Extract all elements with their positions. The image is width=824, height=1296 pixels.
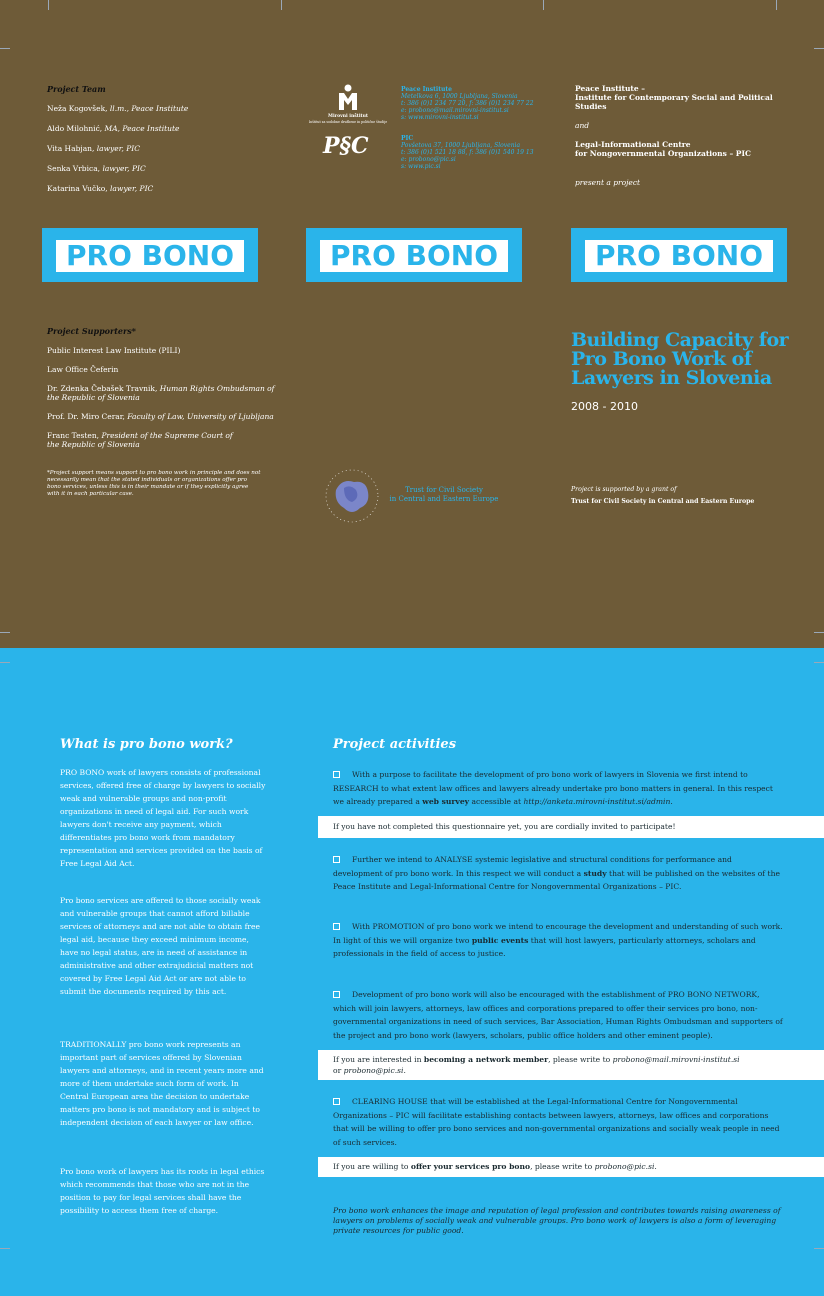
checkbox-icon xyxy=(333,991,340,998)
offer-services-bar: If you are willing to offer your services pro bono, please write to probono@pic.si. xyxy=(318,1157,824,1177)
trust-line: Trust for Civil Society xyxy=(405,486,483,494)
pro-bono-label: PRO BONO xyxy=(320,240,508,272)
supporter-item: Public Interest Law Institute (PILI) xyxy=(47,346,181,355)
presenter-org1: Peace Institute – xyxy=(575,84,646,93)
pic-logo: P§C xyxy=(323,133,369,159)
what-paragraph: TRADITIONALLY pro bono work represents an important part of services offered by Slovenian lawyers and attorneys, and in recent years more and more of them undertake such form of work. In Central European area the decision to undertake matters pro bono is not mandatory and is subject to independent decision of each lawyer or law office. xyxy=(60,1040,264,1127)
presenter-org2-full: for Nongovernmental Organizations – PIC xyxy=(575,149,751,158)
checkbox-icon xyxy=(333,771,340,778)
presenters xyxy=(575,84,790,187)
mirovni-subtitle: Inštitut za sodobne družbene in politične študije xyxy=(308,120,388,124)
pro-bono-label: PRO BONO xyxy=(56,240,244,272)
pro-bono-banner xyxy=(42,228,258,282)
supporter-item: Franc Testen, President of the Supreme Court of the Republic of Slovenia xyxy=(47,431,233,449)
supporter-item: Dr. Zdenka Čebašek Travnik, Human Rights Ombudsman of the Republic of Slovenia xyxy=(47,384,275,402)
project-supporters xyxy=(47,326,287,459)
crop-mark xyxy=(0,1248,10,1249)
activities-heading: Project activities xyxy=(333,737,457,752)
supporter-item: Prof. Dr. Miro Cerar, Faculty of Law, University of Ljubljana xyxy=(47,412,274,421)
crop-mark xyxy=(0,632,10,633)
supporter-item: Law Office Čeferin xyxy=(47,365,119,374)
mirovni-name: Mirovni inštitut xyxy=(328,114,368,119)
crop-mark xyxy=(48,0,49,10)
team-member: Neža Kogovšek, ll.m., Peace Institute xyxy=(47,104,189,113)
closing-statement: Pro bono work enhances the image and reputation of legal profession and contributes towards raising awareness of lawyers on problems of socially weak and vulnerable groups. Pro bono work of lawyers is also a form of leveraging private resources for public good. xyxy=(333,1206,781,1235)
crop-mark xyxy=(814,48,824,49)
activity-network: Development of pro bono work will also be encouraged with the establishment of PRO BONO NETWORK, which will join lawyers, attorneys, law offices and corporations prepared to offer their services pro bono, non-governmental organizations in need of such services, Bar Association, Human Rights Ombudsman and supporters of the project and pro bono work (lawyers, scholars, public office holders and other eminent people). xyxy=(333,990,783,1040)
contact-line: s: www.pic.si xyxy=(401,163,441,170)
grant-org: Trust for Civil Society in Central and Eastern Europe xyxy=(571,498,755,505)
team-member: Aldo Milohnić, MA, Peace Institute xyxy=(47,124,180,133)
what-paragraph: PRO BONO work of lawyers consists of professional services, offered free of charge by lawyers to socially weak and vulnerable groups and non-profit organizations in need of legal aid. For such work lawyers don't receive any payment, which differentiates pro bono work from mandatory representation and services provided on the basis of Free Legal Aid Act. xyxy=(60,768,266,868)
presenter-org1-full: Institute for Contemporary Social and Political Studies xyxy=(575,93,773,111)
pro-bono-label: PRO BONO xyxy=(585,240,773,272)
contact-line: e: probono@pic.si xyxy=(401,156,456,163)
trust-line: in Central and Eastern Europe xyxy=(389,495,499,503)
presenter-org2: Legal-Informational Centre xyxy=(575,140,691,149)
inner-panel xyxy=(0,648,824,1296)
grant xyxy=(571,484,801,508)
contact-line: Metelkova 6, 1000 Ljubljana, Slovenia xyxy=(401,93,518,100)
crop-mark xyxy=(814,662,824,663)
contact-line: t: 386 (0)1 521 18 88, f: 386 (0)1 540 19 13 xyxy=(401,149,534,156)
pic-contact xyxy=(401,135,551,170)
network-member-bar: If you are interested in becoming a network member, please write to probono@mail.mirovni-institut.si or probono@pic.si. xyxy=(318,1050,824,1080)
activity-research: With a purpose to facilitate the development of pro bono work of lawyers in Slovenia we first intend to RESEARCH to what extent law offices and lawyers already undertake pro bono matters in general. In this respect we already prepared a web survey accessible at http://anketa.mirovni-institut.si/admin. xyxy=(333,770,773,806)
crop-mark xyxy=(281,0,282,10)
contact-line: e: probono@mail.mirovni-institut.si xyxy=(401,107,509,114)
presenter-and: and xyxy=(575,121,590,130)
project-years: 2008 - 2010 xyxy=(571,400,638,413)
peace-contact xyxy=(401,86,551,121)
contact-line: t: 386 (0)1 234 77 20, f: 386 (0)1 234 77 22 xyxy=(401,100,534,107)
project-title: Building Capacity for Pro Bono Work of Lawyers in Slovenia xyxy=(571,329,789,389)
grant-intro: Project is supported by a grant of xyxy=(571,486,677,493)
checkbox-icon xyxy=(333,856,340,863)
team-member: Katarina Vučko, lawyer, PIC xyxy=(47,184,154,193)
team-member: Senka Vrbica, lawyer, PIC xyxy=(47,164,146,173)
survey-invite-bar: If you have not completed this questionnaire yet, you are cordially invited to participate! xyxy=(318,816,824,838)
supporters-footnote: *Project support means support to pro bono work in principle and does not necessarily mean that the stated individuals or organizations offer pro bono services, unless this is in their mandate or if they explicitly agree with it in each particular case. xyxy=(47,470,261,497)
trust-logo xyxy=(324,468,380,528)
crop-mark xyxy=(776,0,777,10)
pic-contact-title: PIC xyxy=(401,135,414,142)
activity-analyse: Further we intend to ANALYSE systemic legislative and structural conditions for performance and development of pro bono work. In this respect we will conduct a study that will be published on the websites of the Peace Institute and Legal-Informational Centre for Nongovernmental Organizations – PIC. xyxy=(333,855,780,891)
crop-mark xyxy=(814,1248,824,1249)
project-team xyxy=(47,84,267,204)
mirovni-logo-icon xyxy=(337,84,359,110)
globe-icon xyxy=(324,468,380,524)
activity-promotion: With PROMOTION of pro bono work we intend to encourage the development and understanding of such work. In light of this we will organize two public events that will host lawyers, particularly attorneys, scholars and professionals in the field of access to justice. xyxy=(333,922,783,958)
trust-logo-text xyxy=(384,486,504,504)
mirovni-logo xyxy=(308,84,388,124)
contact-line: s: www.mirovni-institut.si xyxy=(401,114,479,121)
pro-bono-banner xyxy=(306,228,522,282)
crop-mark xyxy=(543,0,544,10)
checkbox-icon xyxy=(333,1098,340,1105)
supporters-heading: Project Supporters* xyxy=(47,326,136,336)
activity-clearing-house: CLEARING HOUSE that will be established at the Legal-Informational Centre for Nongovernmental Organizations – PIC will facilitate establishing contacts between lawyers, attorneys, law offices and corporations that will be willing to offer pro bono services and non-governmental organizations and socially weak people in need of such services. xyxy=(333,1097,780,1147)
project-team-heading: Project Team xyxy=(47,84,106,94)
present-a-project: present a project xyxy=(575,178,641,187)
peace-contact-title: Peace Institute xyxy=(401,86,452,93)
contact-line: Povšetova 37, 1000 Ljubljana, Slovenia xyxy=(401,142,521,149)
what-paragraph: Pro bono work of lawyers has its roots in legal ethics which recommends that those who are not in the position to pay for legal services shall have the possibility to access them free of charge. xyxy=(60,1167,265,1215)
crop-mark xyxy=(814,632,824,633)
what-heading: What is pro bono work? xyxy=(60,737,233,752)
pro-bono-banner xyxy=(571,228,787,282)
checkbox-icon xyxy=(333,923,340,930)
team-member: Vita Habjan, lawyer, PIC xyxy=(47,144,141,153)
crop-mark xyxy=(0,48,10,49)
crop-mark xyxy=(0,662,10,663)
what-paragraph: Pro bono services are offered to those socially weak and vulnerable groups that cannot afford billable services of attorneys and are not able to obtain free legal aid, because they exceed minimum income, have no legal status, are in need of assistance in administrative and other extrajudicial matters not covered by Free Legal Aid Act or are not able to submit the documents required by this act. xyxy=(60,896,261,996)
